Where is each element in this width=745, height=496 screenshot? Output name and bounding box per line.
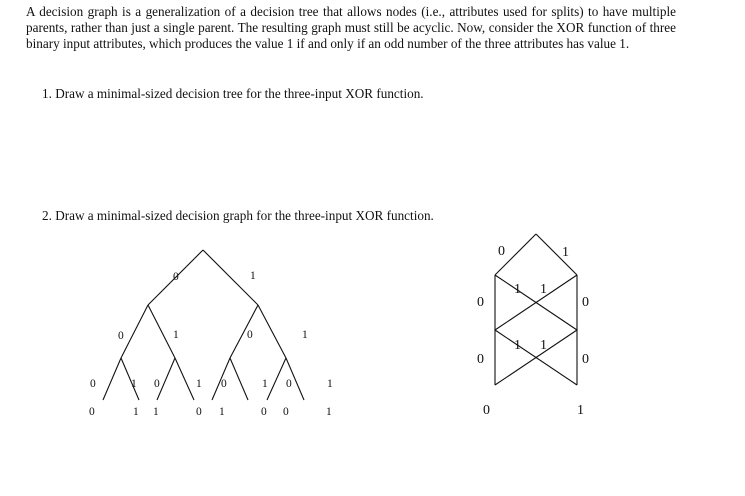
tree-l3-edge-6: 1 <box>262 378 268 390</box>
tree-leaf-2: 1 <box>133 406 139 418</box>
tree-l3-edge-7: 0 <box>286 378 292 390</box>
tree-leaf-8: 1 <box>326 406 332 418</box>
tree-labels <box>89 270 333 418</box>
question-1-number: 1. <box>42 86 52 101</box>
tree-edge-l3-4 <box>175 358 194 400</box>
graph-l2-outer-right: 0 <box>582 352 589 367</box>
graph-l1-inner-right: 1 <box>540 282 547 297</box>
tree-edge-l3-6 <box>230 358 248 400</box>
graph-l1-outer-right: 0 <box>582 295 589 310</box>
tree-l3-edge-4: 1 <box>196 378 202 390</box>
tree-root-edge-0: 0 <box>173 271 179 283</box>
tree-leaf-4: 0 <box>196 406 202 418</box>
tree-leaf-5: 1 <box>219 406 225 418</box>
tree-edge-l3-1 <box>103 358 121 400</box>
graph-edge-top-right <box>536 234 577 275</box>
tree-leaf-6: 0 <box>261 406 267 418</box>
tree-l3-edge-1: 0 <box>90 378 96 390</box>
tree-l3-edge-2: 1 <box>131 378 137 390</box>
graph-l2-outer-left: 0 <box>477 352 484 367</box>
graph-leaf-0: 0 <box>483 403 490 418</box>
decision-graph <box>477 234 589 418</box>
tree-edge-l2-c <box>230 305 258 358</box>
tree-edge-l2-a <box>121 305 148 358</box>
tree-leaf-1: 0 <box>89 406 95 418</box>
problem-intro: A decision graph is a generalization of a decision tree that allows nodes (i.e., attributes used for splits) to have multiple parents, rather than just a single parent. The resulting graph must still be acyclic. Now, consider the XOR function of three binary input attributes, which produces the value 1 if and only if an odd number of the three attributes has value 1. <box>26 4 676 51</box>
question-1-text: Draw a minimal-sized decision tree for the three-input XOR function. <box>55 86 424 101</box>
graph-l1-inner-left: 1 <box>514 282 521 297</box>
tree-edge-l2-b <box>148 305 175 358</box>
question-2-text: Draw a minimal-sized decision graph for the three-input XOR function. <box>55 208 434 223</box>
tree-l2-edge-a: 0 <box>118 330 124 342</box>
tree-l3-edge-3: 0 <box>154 378 160 390</box>
tree-l3-edge-5: 0 <box>221 378 227 390</box>
tree-l2-edge-c: 0 <box>247 329 253 341</box>
tree-edge-l3-7 <box>267 358 286 400</box>
graph-top-edge-0: 0 <box>498 244 505 259</box>
decision-tree <box>89 250 333 418</box>
question-2-number: 2. <box>42 208 52 223</box>
tree-l2-edge-d: 1 <box>302 329 308 341</box>
tree-leaf-3: 1 <box>153 406 159 418</box>
graph-top-edge-1: 1 <box>562 245 569 260</box>
tree-leaf-7: 0 <box>283 406 289 418</box>
graph-leaf-1: 1 <box>577 403 584 418</box>
tree-l2-edge-b: 1 <box>173 329 179 341</box>
graph-l1-outer-left: 0 <box>477 295 484 310</box>
graph-l2-inner-left: 1 <box>514 338 521 353</box>
graph-l2-inner-right: 1 <box>540 338 547 353</box>
tree-edge-l2-d <box>258 305 286 358</box>
tree-root-edge-1: 1 <box>250 270 256 282</box>
tree-l3-edge-8: 1 <box>327 378 333 390</box>
